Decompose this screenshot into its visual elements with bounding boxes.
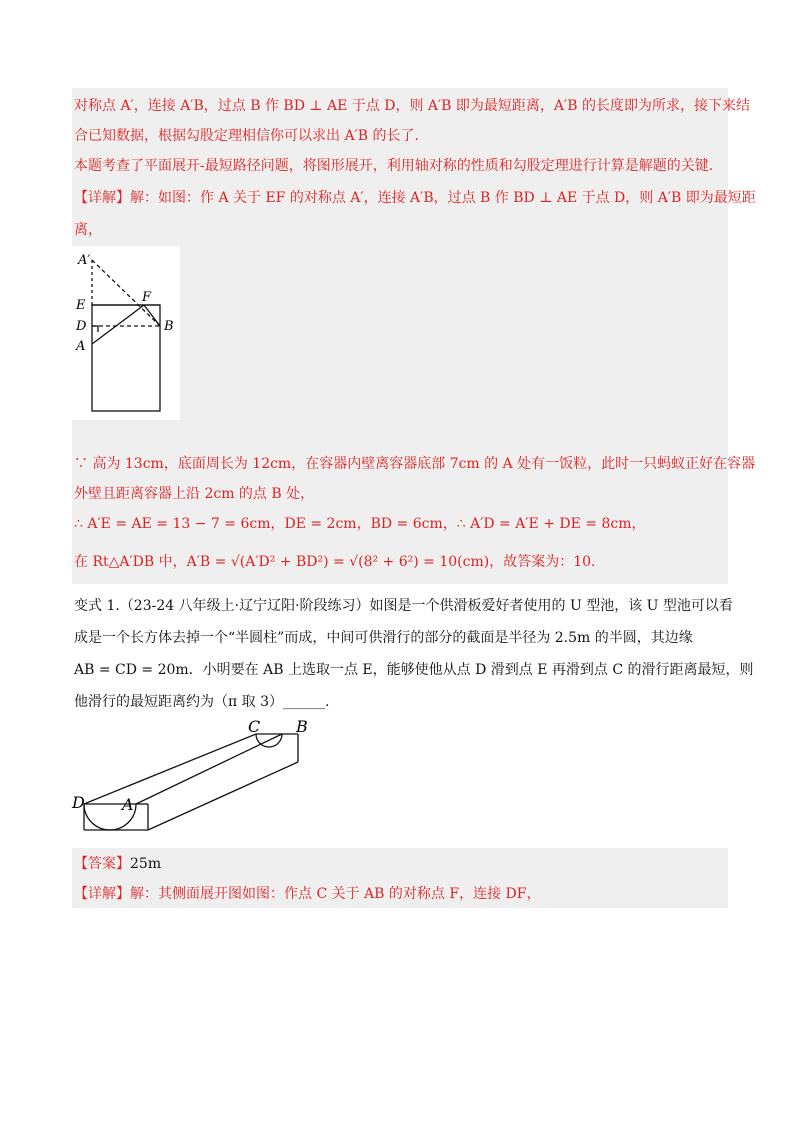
text-line: ∴ A′E = AE = 13 − 7 = 6cm，DE = 2cm，BD = 6cm，∴ A′D = A′E + DE = 8cm， [74, 516, 646, 532]
answer-line: 在 Rt△A′DB 中，A′B = √(A′D² + BD²) = √(8² + 6²) = 10(cm)，故答案为：10. [74, 554, 596, 570]
label-b: B [296, 717, 308, 736]
label-a-prime: A′ [78, 253, 91, 268]
text-line: 外壁且距离容器上沿 2cm 的点 B 处， [74, 486, 315, 502]
question-line: 他滑行的最短距离约为（π 取 3）______. [74, 694, 330, 710]
text-line: ∵ 高为 13cm，底面周长为 12cm，在容器内壁离容器底部 7cm 的 A 处有一饭粒，此时一只蚂蚁正好在容器 [74, 456, 756, 472]
answer-tag: 【答案】 [74, 856, 130, 872]
text-line: 本题考查了平面展开-最短路径问题，将图形展开，利用轴对称的性质和勾股定理进行计算是解题的关键. [74, 158, 714, 174]
u-pool-figure [70, 712, 320, 840]
detail-line: 【详解】解：其侧面展开图如图：作点 C 关于 AB 的对称点 F，连接 DF， [74, 886, 541, 902]
question-line: AB = CD = 20m．小明要在 AB 上选取一点 E，能够使他从点 D 滑到点 E 再滑到点 C 的滑行距离最短，则 [74, 662, 754, 678]
text-line: 离， [74, 222, 102, 238]
answer-value: 25m [130, 856, 162, 872]
cylinder-unfold-figure [72, 246, 180, 420]
label-e: E [76, 298, 86, 313]
text-line: 合已知数据，根据勾股定理相信你可以求出 A′B 的长了. [74, 128, 419, 144]
label-f: F [142, 290, 152, 305]
label-a: A [76, 339, 86, 354]
question-line: 变式 1.（23-24 八年级上·辽宁辽阳·阶段练习）如图是一个供滑板爱好者使用的 U 型池，该 U 型池可以看 [74, 598, 733, 614]
question-line: 成是一个长方体去掉一个“半圆柱”而成，中间可供滑行的部分的截面是半径为 2.5m 的半圆，其边缘 [74, 630, 693, 646]
label-d: D [72, 793, 85, 812]
label-d: D [76, 319, 87, 334]
text-line: 对称点 A′，连接 A′B，过点 B 作 BD ⊥ AE 于点 D，则 A′B 即为最短距离，A′B 的长度即为所求，接下来结 [74, 98, 750, 114]
label-b: B [164, 319, 174, 334]
answer-line [74, 854, 161, 874]
label-c: C [248, 717, 261, 736]
label-a: A [122, 795, 134, 814]
detail-line: 【详解】解：如图：作 A 关于 EF 的对称点 A′，连接 A′B，过点 B 作 BD ⊥ AE 于点 D，则 A′B 即为最短距 [74, 190, 756, 206]
